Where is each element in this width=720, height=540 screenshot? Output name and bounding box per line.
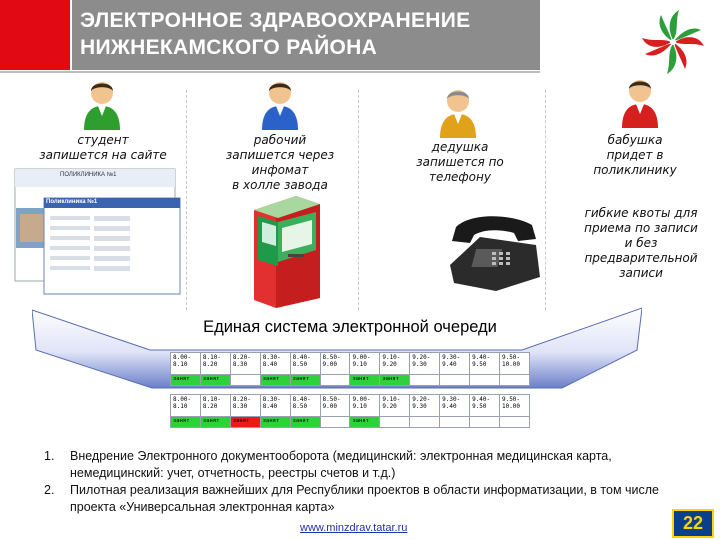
slot-status <box>499 375 529 386</box>
quota-note-line: гибкие квоты для <box>584 206 698 220</box>
header-divider <box>0 71 540 73</box>
time-slot[interactable]: 8.50- 9.00 <box>320 395 350 417</box>
quota-note-line: и без <box>624 236 658 250</box>
grandmother-caption-line: придет в <box>606 148 664 162</box>
time-slot[interactable]: 8.20- 8.30 <box>230 395 260 417</box>
time-slot[interactable]: 9.00- 9.10 <box>350 395 380 417</box>
student-caption <box>18 133 188 163</box>
slot-status: занят <box>171 417 201 428</box>
website-window-title: Поликлиника №1 <box>46 199 98 205</box>
time-slot[interactable]: 9.40- 9.50 <box>470 395 500 417</box>
website-screenshot <box>14 168 184 296</box>
time-slot[interactable]: 9.50- 10.00 <box>499 395 529 417</box>
time-slot[interactable]: 8.10- 8.20 <box>200 395 230 417</box>
grandfather-caption <box>380 140 540 185</box>
list-item <box>44 448 674 482</box>
grandfather-caption-line: запишется по <box>416 155 504 169</box>
time-slot[interactable]: 9.50- 10.00 <box>499 353 529 375</box>
student-icon <box>80 76 124 130</box>
grandmother-caption <box>560 133 710 178</box>
slot-status <box>320 375 350 386</box>
worker-caption-line: запишется через <box>225 148 335 162</box>
worker-caption-line: в холле завода <box>232 178 328 192</box>
list-item <box>44 482 674 516</box>
column-divider <box>358 90 359 310</box>
initiatives-list <box>44 448 674 516</box>
worker-icon <box>258 76 302 130</box>
telephone-icon <box>440 205 550 295</box>
time-slot[interactable]: 9.20- 9.30 <box>410 395 440 417</box>
time-slot[interactable]: 8.40- 8.50 <box>290 353 320 375</box>
time-slot[interactable]: 9.30- 9.40 <box>440 395 470 417</box>
grandmother-icon <box>618 74 662 128</box>
slot-status: занят <box>290 375 320 386</box>
time-slot[interactable]: 9.00- 9.10 <box>350 353 380 375</box>
list-item-number: 1. <box>44 449 55 463</box>
quota-note-line: записи <box>619 266 663 280</box>
time-slot[interactable]: 8.20- 8.30 <box>230 353 260 375</box>
quota-note-line: предварительной <box>584 251 698 265</box>
time-slot[interactable]: 8.10- 8.20 <box>200 353 230 375</box>
time-slot[interactable]: 8.00- 8.10 <box>171 353 201 375</box>
header-red-block <box>0 0 70 70</box>
queue-banner-text: Единая система электронной очереди <box>203 318 497 336</box>
student-caption-line: запишется на сайте <box>39 148 167 162</box>
slot-status: занят <box>350 417 380 428</box>
quota-note-line: приема по записи <box>584 221 698 235</box>
slot-status <box>470 375 500 386</box>
schedule-table-1 <box>170 352 530 386</box>
time-slot[interactable]: 9.40- 9.50 <box>470 353 500 375</box>
list-item-number: 2. <box>44 483 55 497</box>
slot-status: занят <box>200 417 230 428</box>
student-caption-line: студент <box>77 133 129 147</box>
grandfather-caption-line: телефону <box>429 170 491 184</box>
slot-status <box>320 417 350 428</box>
schedule-table-2 <box>170 394 530 428</box>
ministry-website-link[interactable]: www.minzdrav.tatar.ru <box>300 522 408 534</box>
slot-status: занят <box>350 375 380 386</box>
time-slot[interactable]: 8.40- 8.50 <box>290 395 320 417</box>
slot-status: занят <box>200 375 230 386</box>
list-item-text: Пилотная реализация важнейших для Республики проектов в области информатизации, в том числе проекта «Универсальная электронная карта» <box>70 483 659 514</box>
column-divider <box>186 90 187 310</box>
grandmother-caption-line: бабушка <box>607 133 663 147</box>
grandmother-caption-line: поликлинику <box>593 163 677 177</box>
slot-status <box>410 375 440 386</box>
page-title-line-1: ЭЛЕКТРОННОЕ ЗДРАВООХРАНЕНИЕ <box>80 9 471 32</box>
slot-status <box>380 417 410 428</box>
worker-caption-line: рабочий <box>253 133 307 147</box>
slot-status: занят <box>290 417 320 428</box>
list-item-text: Внедрение Электронного документооборота (медицинский: электронная медицинская карта, немедицинский: учет, отчетность, реестры счетов и т.д.) <box>70 449 612 480</box>
slot-status <box>230 375 260 386</box>
slot-status <box>440 417 470 428</box>
worker-caption-line: инфомат <box>251 163 309 177</box>
slot-status <box>470 417 500 428</box>
slot-status: занят <box>380 375 410 386</box>
slot-status <box>410 417 440 428</box>
time-slot[interactable]: 9.30- 9.40 <box>440 353 470 375</box>
page-title-line-2: НИЖНЕКАМСКОГО РАЙОНА <box>80 36 378 59</box>
slot-status: занят <box>230 417 260 428</box>
grandfather-caption-line: дедушка <box>431 140 489 154</box>
time-slot[interactable]: 9.20- 9.30 <box>410 353 440 375</box>
grandfather-icon <box>436 84 480 138</box>
ministry-logo-icon <box>640 8 706 78</box>
slot-status <box>499 417 529 428</box>
time-slot[interactable]: 8.50- 9.00 <box>320 353 350 375</box>
time-slot[interactable]: 8.00- 8.10 <box>171 395 201 417</box>
page-title <box>80 7 470 61</box>
slot-status: занят <box>260 417 290 428</box>
time-slot[interactable]: 9.10- 9.20 <box>380 353 410 375</box>
website-title: ПОЛИКЛИНИКА №1 <box>60 172 117 178</box>
time-slot[interactable]: 8.30- 8.40 <box>260 395 290 417</box>
slot-status: занят <box>260 375 290 386</box>
time-slot[interactable]: 9.10- 9.20 <box>380 395 410 417</box>
time-slot[interactable]: 8.30- 8.40 <box>260 353 290 375</box>
worker-caption <box>200 133 360 193</box>
quota-note <box>566 206 716 281</box>
slot-status: занят <box>171 375 201 386</box>
page-number: 22 <box>672 509 714 538</box>
slot-status <box>440 375 470 386</box>
